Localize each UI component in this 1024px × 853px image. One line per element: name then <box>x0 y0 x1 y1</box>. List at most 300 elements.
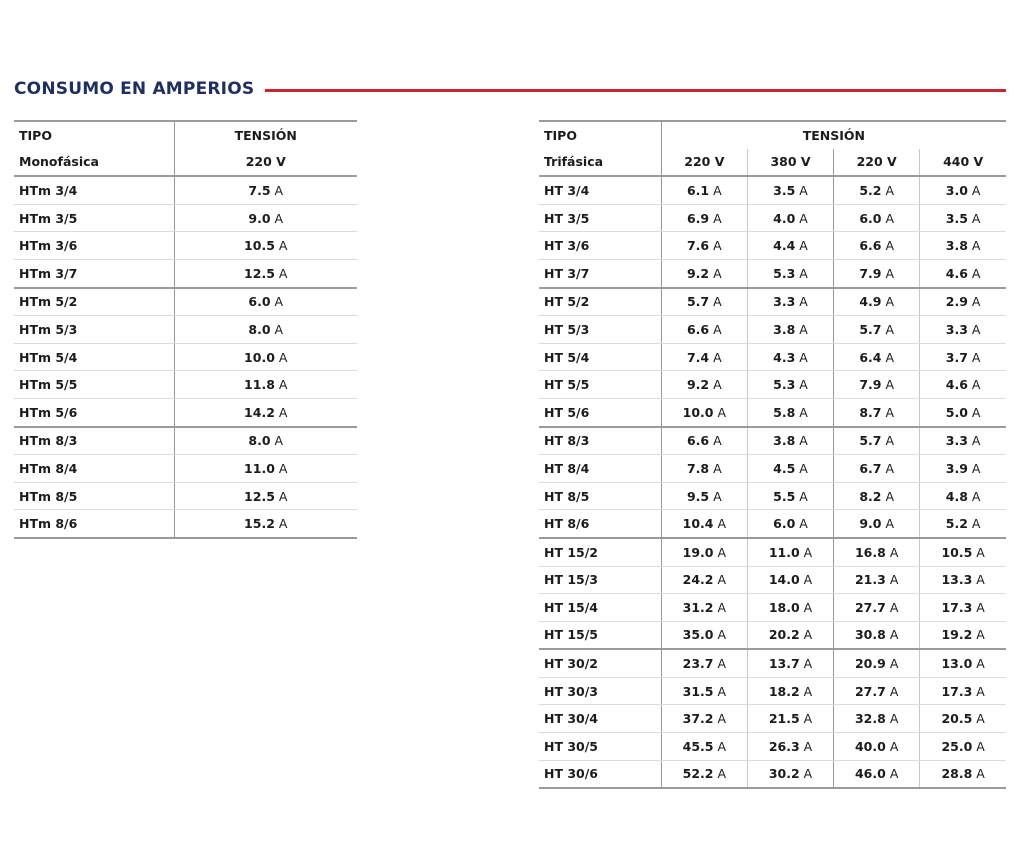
amperage-220v <box>174 510 357 538</box>
current-value: 6.7 <box>859 460 882 476</box>
current-value: 5.0 <box>945 404 968 420</box>
amperage-col-4 <box>920 594 1006 622</box>
current-value: 20.5 <box>941 711 973 727</box>
current-value: 7.5 <box>248 182 271 198</box>
table-row <box>14 343 357 371</box>
current-value: 3.3 <box>945 433 968 449</box>
current-value: 3.8 <box>945 238 968 254</box>
current-value: 27.7 <box>854 683 886 699</box>
current-value: 2.9 <box>945 294 968 310</box>
current-value: 7.9 <box>859 377 882 393</box>
amperage-col-1 <box>661 259 747 287</box>
current-value: 14.2 <box>244 404 275 420</box>
unit-label: A <box>885 404 895 420</box>
unit-label: A <box>885 516 895 532</box>
unit-label: A <box>971 321 981 337</box>
unit-label: A <box>713 433 722 449</box>
current-value: 6.0 <box>248 294 271 310</box>
current-value: 5.3 <box>773 265 796 281</box>
amperage-col-4 <box>920 176 1006 204</box>
current-value: 18.0 <box>768 599 800 615</box>
table-row <box>14 232 357 260</box>
unit-label: A <box>976 683 985 699</box>
model-name: HTm 8/4 <box>14 455 174 483</box>
amperage-col-3 <box>834 371 920 399</box>
current-value: 19.0 <box>682 544 714 560</box>
unit-label: A <box>799 433 808 449</box>
table-row <box>539 427 1006 455</box>
current-value: 4.5 <box>773 460 796 476</box>
amperage-col-2 <box>747 733 833 761</box>
amperage-220v <box>174 371 357 399</box>
unit-label: A <box>799 265 808 281</box>
current-value: 31.5 <box>682 683 714 699</box>
current-value: 8.0 <box>248 321 271 337</box>
amperage-col-2 <box>747 482 833 510</box>
amperage-col-4 <box>920 204 1006 232</box>
unit-label: A <box>976 599 985 615</box>
amperage-220v <box>174 288 357 316</box>
current-value: 10.5 <box>244 238 275 254</box>
current-value: 7.6 <box>686 238 710 254</box>
unit-label: A <box>278 349 288 365</box>
unit-label: A <box>274 433 284 449</box>
current-value: 12.5 <box>244 488 275 504</box>
current-value: 4.6 <box>945 377 968 393</box>
voltage-col-2: 380 V <box>747 149 833 177</box>
current-value: 32.8 <box>854 711 886 727</box>
current-value: 10.5 <box>941 544 973 560</box>
header-row <box>14 121 357 149</box>
model-name: HT 8/3 <box>539 427 661 455</box>
unit-label: A <box>274 294 284 310</box>
unit-label: A <box>278 460 288 476</box>
unit-label: A <box>971 433 981 449</box>
unit-label: A <box>803 711 813 727</box>
unit-label: A <box>713 488 722 504</box>
current-value: 6.0 <box>773 516 796 532</box>
unit-label: A <box>278 488 288 504</box>
current-value: 9.0 <box>859 516 882 532</box>
current-value: 5.8 <box>773 404 796 420</box>
amperage-col-3 <box>834 259 920 287</box>
amperage-col-2 <box>747 677 833 705</box>
current-value: 4.0 <box>773 210 796 226</box>
table-row <box>539 398 1006 426</box>
unit-label: A <box>889 599 899 615</box>
table-row <box>14 176 357 204</box>
current-value: 4.6 <box>945 265 968 281</box>
unit-label: A <box>713 265 722 281</box>
unit-label: A <box>971 377 981 393</box>
amperage-col-1 <box>661 398 747 426</box>
table-row <box>539 733 1006 761</box>
amperage-col-2 <box>747 594 833 622</box>
current-value: 35.0 <box>682 627 714 643</box>
unit-label: A <box>885 460 895 476</box>
header-type: TIPO <box>14 121 174 149</box>
unit-label: A <box>885 265 895 281</box>
unit-label: A <box>971 404 981 420</box>
subheader-type: Trifásica <box>539 149 661 177</box>
table-row <box>14 510 357 538</box>
amperage-col-3 <box>834 482 920 510</box>
amperage-col-3 <box>834 649 920 677</box>
table-row <box>539 455 1006 483</box>
amperage-col-1 <box>661 733 747 761</box>
amperage-col-3 <box>834 398 920 426</box>
unit-label: A <box>274 210 284 226</box>
unit-label: A <box>799 210 808 226</box>
current-value: 25.0 <box>941 738 973 754</box>
unit-label: A <box>713 321 722 337</box>
amperage-col-4 <box>920 371 1006 399</box>
unit-label: A <box>803 572 813 588</box>
current-value: 27.7 <box>854 599 886 615</box>
amperage-col-3 <box>834 677 920 705</box>
unit-label: A <box>889 738 899 754</box>
unit-label: A <box>717 627 727 643</box>
amperage-col-4 <box>920 510 1006 538</box>
current-value: 46.0 <box>854 766 886 782</box>
amperage-col-4 <box>920 343 1006 371</box>
current-value: 3.9 <box>945 460 968 476</box>
model-name: HT 30/2 <box>539 649 661 677</box>
amperage-col-1 <box>661 204 747 232</box>
unit-label: A <box>278 238 288 254</box>
table-row <box>539 176 1006 204</box>
model-name: HTm 5/2 <box>14 288 174 316</box>
unit-label: A <box>971 349 981 365</box>
voltage-col-1: 220 V <box>661 149 747 177</box>
current-value: 8.7 <box>859 404 882 420</box>
current-value: 8.0 <box>248 433 271 449</box>
amperage-col-4 <box>920 482 1006 510</box>
subheader-voltage: 220 V <box>174 149 357 177</box>
unit-label: A <box>976 656 985 672</box>
current-value: 20.2 <box>768 627 800 643</box>
unit-label: A <box>971 488 981 504</box>
current-value: 3.7 <box>945 349 968 365</box>
unit-label: A <box>976 711 985 727</box>
amperage-col-2 <box>747 760 833 788</box>
current-value: 30.2 <box>768 766 800 782</box>
amperage-col-2 <box>747 649 833 677</box>
amperage-col-3 <box>834 288 920 316</box>
current-value: 13.3 <box>941 572 973 588</box>
current-value: 52.2 <box>682 766 714 782</box>
amperage-col-2 <box>747 371 833 399</box>
unit-label: A <box>971 182 981 198</box>
amperage-col-3 <box>834 538 920 566</box>
current-value: 9.2 <box>686 377 710 393</box>
table-row <box>539 760 1006 788</box>
model-name: HT 30/6 <box>539 760 661 788</box>
unit-label: A <box>799 182 808 198</box>
voltage-col-3: 220 V <box>834 149 920 177</box>
current-value: 26.3 <box>768 738 800 754</box>
amperage-col-4 <box>920 705 1006 733</box>
model-name: HT 5/6 <box>539 398 661 426</box>
table-row <box>14 316 357 344</box>
unit-label: A <box>278 265 288 281</box>
amperage-col-4 <box>920 677 1006 705</box>
amperage-col-4 <box>920 760 1006 788</box>
current-value: 24.2 <box>682 572 714 588</box>
current-value: 6.9 <box>686 210 710 226</box>
amperage-col-3 <box>834 343 920 371</box>
amperage-col-3 <box>834 176 920 204</box>
header-voltage: TENSIÓN <box>661 121 1006 149</box>
model-name: HTm 3/7 <box>14 259 174 287</box>
model-name: HTm 8/3 <box>14 427 174 455</box>
amperage-col-2 <box>747 259 833 287</box>
current-value: 5.7 <box>686 294 710 310</box>
current-value: 3.3 <box>945 321 968 337</box>
page-title: CONSUMO EN AMPERIOS <box>14 79 255 99</box>
amperage-col-1 <box>661 705 747 733</box>
current-value: 6.6 <box>686 433 710 449</box>
amperage-col-2 <box>747 510 833 538</box>
unit-label: A <box>976 544 985 560</box>
unit-label: A <box>717 766 727 782</box>
unit-label: A <box>717 711 727 727</box>
current-value: 17.3 <box>941 683 973 699</box>
unit-label: A <box>803 683 813 699</box>
current-value: 6.0 <box>859 210 882 226</box>
model-name: HT 3/6 <box>539 232 661 260</box>
amperage-col-4 <box>920 649 1006 677</box>
model-name: HT 30/4 <box>539 705 661 733</box>
amperage-220v <box>174 427 357 455</box>
unit-label: A <box>799 516 808 532</box>
amperage-220v <box>174 176 357 204</box>
current-value: 4.3 <box>773 349 796 365</box>
unit-label: A <box>889 627 899 643</box>
amperage-220v <box>174 204 357 232</box>
amperage-col-4 <box>920 621 1006 649</box>
model-name: HT 15/2 <box>539 538 661 566</box>
amperage-col-1 <box>661 677 747 705</box>
trifasica-table <box>539 120 1006 789</box>
amperage-col-2 <box>747 538 833 566</box>
unit-label: A <box>803 544 813 560</box>
current-value: 18.2 <box>768 683 800 699</box>
amperage-col-1 <box>661 649 747 677</box>
table-row <box>539 566 1006 594</box>
unit-label: A <box>274 321 284 337</box>
amperage-col-1 <box>661 316 747 344</box>
header-row <box>539 121 1006 149</box>
model-name: HTm 3/6 <box>14 232 174 260</box>
unit-label: A <box>803 766 813 782</box>
amperage-col-4 <box>920 288 1006 316</box>
current-value: 13.7 <box>768 656 800 672</box>
unit-label: A <box>799 377 808 393</box>
unit-label: A <box>803 599 813 615</box>
unit-label: A <box>274 182 284 198</box>
amperage-col-3 <box>834 510 920 538</box>
amperage-col-2 <box>747 288 833 316</box>
table-row <box>539 677 1006 705</box>
amperage-col-4 <box>920 259 1006 287</box>
unit-label: A <box>803 656 813 672</box>
amperage-col-3 <box>834 232 920 260</box>
unit-label: A <box>717 599 727 615</box>
amperage-col-2 <box>747 621 833 649</box>
table-row <box>539 482 1006 510</box>
table-row <box>539 705 1006 733</box>
subheader-type: Monofásica <box>14 149 174 177</box>
current-value: 12.5 <box>244 265 275 281</box>
unit-label: A <box>889 572 899 588</box>
model-name: HT 3/4 <box>539 176 661 204</box>
current-value: 19.2 <box>941 627 973 643</box>
amperage-col-1 <box>661 427 747 455</box>
current-value: 5.3 <box>773 377 796 393</box>
amperage-col-4 <box>920 455 1006 483</box>
unit-label: A <box>885 433 895 449</box>
current-value: 21.5 <box>768 711 800 727</box>
current-value: 28.8 <box>941 766 973 782</box>
unit-label: A <box>799 349 808 365</box>
current-value: 37.2 <box>682 711 714 727</box>
table-row <box>14 427 357 455</box>
subheader-row <box>14 149 357 177</box>
unit-label: A <box>713 238 722 254</box>
unit-label: A <box>713 460 722 476</box>
model-name: HT 8/5 <box>539 482 661 510</box>
unit-label: A <box>889 711 899 727</box>
current-value: 13.0 <box>941 656 973 672</box>
amperage-col-2 <box>747 204 833 232</box>
amperage-col-1 <box>661 288 747 316</box>
unit-label: A <box>885 238 895 254</box>
amperage-col-2 <box>747 343 833 371</box>
header-voltage: TENSIÓN <box>174 121 357 149</box>
unit-label: A <box>885 182 895 198</box>
current-value: 17.3 <box>941 599 973 615</box>
amperage-220v <box>174 482 357 510</box>
table-row <box>14 482 357 510</box>
current-value: 4.4 <box>773 238 796 254</box>
amperage-col-2 <box>747 705 833 733</box>
amperage-col-3 <box>834 316 920 344</box>
amperage-220v <box>174 398 357 426</box>
current-value: 40.0 <box>854 738 886 754</box>
unit-label: A <box>713 349 722 365</box>
unit-label: A <box>976 627 985 643</box>
unit-label: A <box>799 294 808 310</box>
table-row <box>539 510 1006 538</box>
unit-label: A <box>278 516 288 532</box>
amperage-col-2 <box>747 566 833 594</box>
model-name: HTm 5/5 <box>14 371 174 399</box>
current-value: 20.9 <box>854 656 886 672</box>
model-name: HTm 8/6 <box>14 510 174 538</box>
model-name: HTm 5/6 <box>14 398 174 426</box>
unit-label: A <box>803 627 813 643</box>
current-value: 11.0 <box>244 460 275 476</box>
model-name: HT 30/3 <box>539 677 661 705</box>
current-value: 7.9 <box>859 265 882 281</box>
current-value: 45.5 <box>682 738 714 754</box>
current-value: 9.5 <box>686 488 710 504</box>
unit-label: A <box>717 516 727 532</box>
amperage-220v <box>174 455 357 483</box>
unit-label: A <box>885 294 895 310</box>
amperage-col-1 <box>661 621 747 649</box>
current-value: 30.8 <box>854 627 886 643</box>
unit-label: A <box>713 182 722 198</box>
unit-label: A <box>885 488 895 504</box>
unit-label: A <box>885 321 895 337</box>
current-value: 3.8 <box>773 433 796 449</box>
table-row <box>14 398 357 426</box>
unit-label: A <box>799 460 808 476</box>
current-value: 3.3 <box>773 294 796 310</box>
unit-label: A <box>713 294 722 310</box>
model-name: HT 5/5 <box>539 371 661 399</box>
amperage-220v <box>174 343 357 371</box>
model-name: HT 15/3 <box>539 566 661 594</box>
model-name: HT 15/4 <box>539 594 661 622</box>
current-value: 6.6 <box>686 321 710 337</box>
unit-label: A <box>889 683 899 699</box>
table-row <box>14 204 357 232</box>
amperage-220v <box>174 316 357 344</box>
current-value: 5.7 <box>859 321 882 337</box>
unit-label: A <box>713 377 722 393</box>
current-value: 4.8 <box>945 488 968 504</box>
amperage-220v <box>174 259 357 287</box>
model-name: HT 8/4 <box>539 455 661 483</box>
table-row <box>539 288 1006 316</box>
unit-label: A <box>717 572 727 588</box>
current-value: 6.1 <box>686 182 710 198</box>
amperage-col-1 <box>661 343 747 371</box>
current-value: 6.4 <box>859 349 882 365</box>
model-name: HTm 3/4 <box>14 176 174 204</box>
amperage-col-3 <box>834 427 920 455</box>
amperage-col-2 <box>747 427 833 455</box>
current-value: 4.9 <box>859 294 882 310</box>
amperage-col-2 <box>747 455 833 483</box>
amperage-220v <box>174 232 357 260</box>
model-name: HT 5/2 <box>539 288 661 316</box>
model-name: HTm 5/3 <box>14 316 174 344</box>
unit-label: A <box>976 738 985 754</box>
table-row <box>14 371 357 399</box>
header-type: TIPO <box>539 121 661 149</box>
table-row <box>539 316 1006 344</box>
unit-label: A <box>971 265 981 281</box>
unit-label: A <box>717 656 727 672</box>
amperage-col-1 <box>661 371 747 399</box>
current-value: 6.6 <box>859 238 882 254</box>
amperage-col-3 <box>834 455 920 483</box>
model-name: HT 5/3 <box>539 316 661 344</box>
current-value: 7.8 <box>686 460 710 476</box>
unit-label: A <box>976 572 985 588</box>
current-value: 10.4 <box>682 516 714 532</box>
amperage-col-1 <box>661 594 747 622</box>
amperage-col-2 <box>747 232 833 260</box>
amperage-col-3 <box>834 733 920 761</box>
amperage-col-1 <box>661 232 747 260</box>
current-value: 5.7 <box>859 433 882 449</box>
current-value: 9.0 <box>248 210 271 226</box>
